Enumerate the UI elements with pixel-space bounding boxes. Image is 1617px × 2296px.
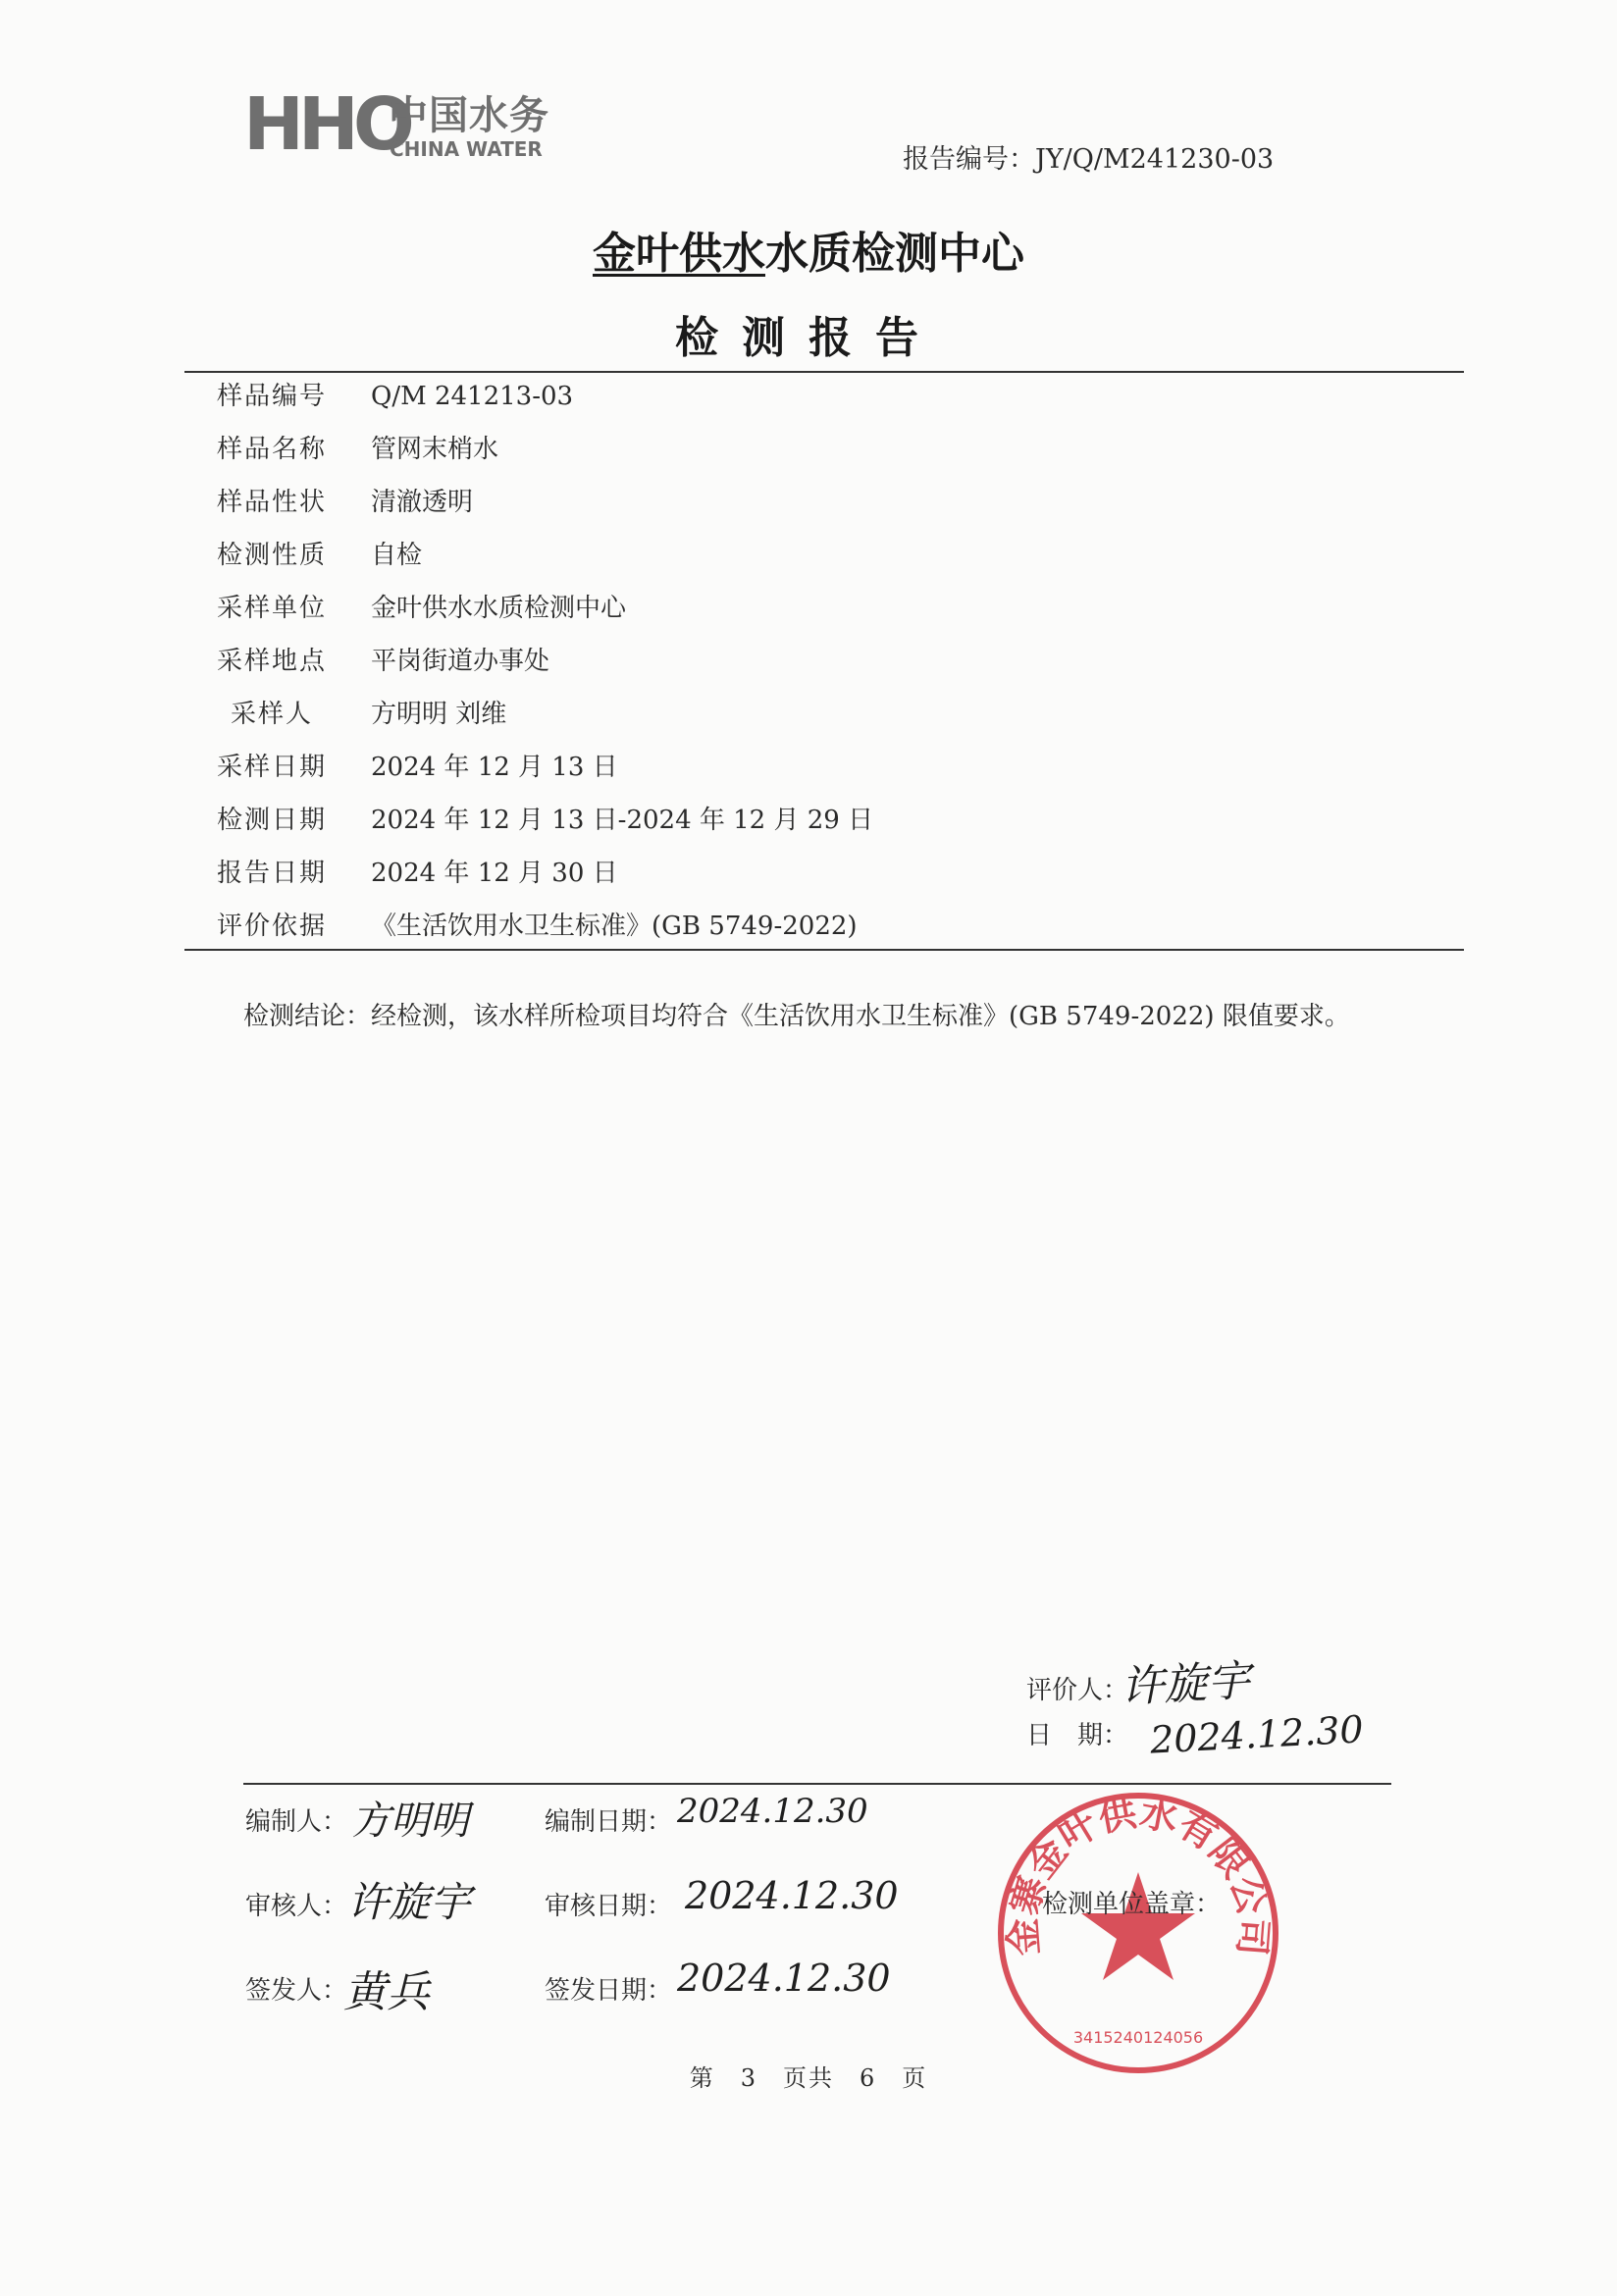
company-logo-mark: HHO — [243, 82, 409, 167]
info-label: 检测性质 — [216, 541, 327, 570]
info-label: 样品名称 — [216, 435, 327, 464]
compile-date-label: 编制日期： — [545, 1807, 673, 1837]
info-value: 2024 年 12 月 13 日-2024 年 12 月 29 日 — [371, 806, 874, 835]
seal-label: 检测单位盖章： — [1042, 1890, 1222, 1919]
info-value: 金叶供水水质检测中心 — [371, 594, 627, 623]
evaluation-date-signature: 2024.12.30 — [1148, 1707, 1365, 1762]
reviewer-label: 审核人： — [245, 1892, 348, 1921]
center-title-rest: 水质检测中心 — [765, 229, 1024, 279]
evaluation-date-label: 日 期： — [1026, 1721, 1129, 1750]
company-logo-name-en: CHINA WATER — [390, 137, 543, 161]
info-value: 方明明 刘维 — [371, 700, 507, 729]
info-value: 清澈透明 — [371, 488, 474, 517]
company-seal — [991, 1786, 1285, 2080]
page-number: 第 3 页共 6 页 — [689, 2064, 928, 2092]
review-date-signature: 2024.12.30 — [685, 1874, 899, 1917]
info-label: 采样地点 — [216, 647, 327, 676]
info-value: 2024 年 12 月 30 日 — [371, 859, 618, 888]
center-title — [0, 218, 1617, 281]
report-number: 报告编号：JY/Q/M241230-03 — [903, 144, 1275, 175]
seal-code: 3415240124056 — [1072, 2028, 1204, 2047]
seal-ring-text: 金寨金叶供水有限公司 — [1000, 1791, 1277, 1957]
evaluator-signature: 许旋宇 — [1119, 1655, 1252, 1713]
compile-date-signature: 2024.12.30 — [677, 1792, 868, 1831]
info-label: 检测日期 — [216, 806, 327, 835]
report-title: 检测报告 — [675, 313, 942, 363]
info-top-divider — [184, 371, 1464, 373]
info-value: 《生活饮用水卫生标准》(GB 5749-2022) — [371, 912, 858, 941]
compiler-signature: 方明明 — [351, 1799, 469, 1844]
info-label: 样品性状 — [216, 488, 327, 517]
info-value: 管网末梢水 — [371, 435, 499, 464]
compiler-label: 编制人： — [245, 1807, 348, 1837]
info-bottom-divider — [184, 949, 1464, 951]
info-value: 2024 年 12 月 13 日 — [371, 753, 618, 782]
issuer-label: 签发人： — [245, 1976, 348, 2006]
info-value: 自检 — [371, 541, 423, 570]
info-label: 评价依据 — [216, 912, 327, 941]
info-value: 平岗街道办事处 — [371, 647, 550, 676]
test-conclusion: 检测结论：经检测，该水样所检项目均符合《生活饮用水卫生标准》(GB 5749-2022) 限值要求。 — [243, 1002, 1350, 1031]
reviewer-signature: 许旋宇 — [347, 1878, 472, 1926]
issue-date-signature: 2024.12.30 — [677, 1957, 891, 2000]
info-label: 报告日期 — [216, 859, 327, 888]
evaluator-label: 评价人： — [1026, 1676, 1129, 1705]
info-value: Q/M 241213-03 — [371, 382, 574, 411]
center-title-underlined: 金叶供水 — [593, 229, 765, 279]
info-label: 采样单位 — [216, 594, 327, 623]
company-logo-name-cn: 中国水务 — [389, 93, 549, 138]
info-label: 采样日期 — [216, 753, 327, 782]
issuer-signature: 黄兵 — [343, 1967, 430, 2017]
info-label: 样品编号 — [216, 382, 327, 411]
issue-date-label: 签发日期： — [545, 1976, 673, 2006]
signoff-divider — [243, 1783, 1391, 1785]
review-date-label: 审核日期： — [545, 1892, 673, 1921]
info-label: 采样人 — [230, 700, 313, 729]
